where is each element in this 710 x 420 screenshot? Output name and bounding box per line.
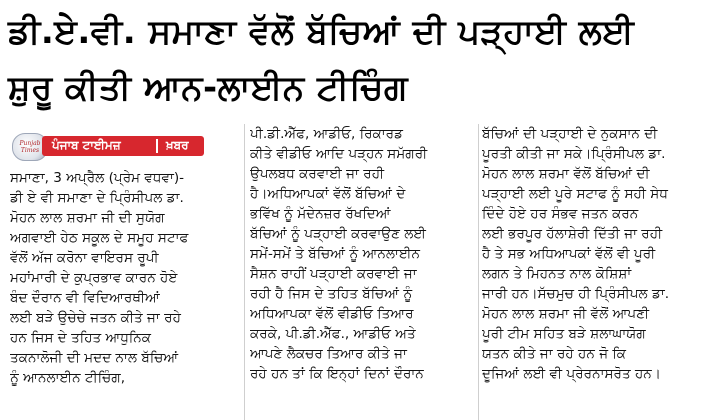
column-2-line: ਆਪਣੇ ਲੈਕਚਰ ਤਿਆਰ ਕੀਤੇ ਜਾ (250, 346, 407, 362)
article-column-3 (482, 124, 704, 420)
column-1-line: ਅਗਵਾਈ ਹੇਠ ਸਕੂਲ ਦੇ ਸਮੂਹ ਸਟਾਫ (10, 230, 189, 246)
column-3-line: ਪੜ੍ਹਾਈ ਲਈ ਪੂਰੇ ਸਟਾਫ ਨੂੰ ਸਹੀ ਸੇਧ (482, 186, 668, 202)
column-3-line: ਦਿੰਦੇ ਹੋਏ ਹਰ ਸੰਭਵ ਜਤਨ ਕਰਨ (482, 206, 639, 222)
column-2-line: ਸੈਸ਼ਨ ਰਾਹੀਂ ਪੜ੍ਹਾਈ ਕਰਵਾਈ ਜਾ (250, 266, 417, 282)
logo-text: Punjab Times (19, 140, 41, 154)
column-3-line: ਯਤਨ ਕੀਤੇ ਜਾ ਰਹੇ ਹਨ ਜੋ ਕਿ (482, 346, 627, 362)
column-1-line: ਵੱਲੋਂ ਅੱਜ ਕਰੋਨਾ ਵਾਇਰਸ ਰੂਪੀ (10, 250, 159, 266)
article-column-1 (10, 168, 238, 420)
dateline: ਸਮਾਣਾ, 3 ਅਪ੍ਰੈਲ (ਪ੍ਰੇਮ ਵਧਵਾ)- (10, 170, 185, 186)
column-2-line: ਹੈ।ਅਧਿਆਪਕਾਂ ਵੱਲੋਂ ਬੱਚਿਆਂ ਦੇ (250, 186, 406, 202)
column-1-line: ਨੂੰ ਆਨਲਾਈਨ ਟੀਚਿੰਗ, (10, 370, 126, 386)
article-column-2 (250, 124, 474, 420)
column-3-line: ਲਈ ਭਰਪੂਰ ਹੱਲਾਸ਼ੇਰੀ ਦਿੱਤੀ ਜਾ ਰਹੀ (482, 226, 663, 242)
headline-line-1: ਡੀ.ਏ.ਵੀ. ਸਮਾਣਾ ਵੱਲੋਂ ਬੱਚਿਆਂ ਦੀ ਪੜ੍ਹਾਈ ਲਈ (8, 12, 635, 52)
column-divider (244, 124, 245, 420)
column-2-line: ਰਹੇ ਹਨ ਤਾਂ ਕਿ ਇਨ੍ਹਾਂ ਦਿਨਾਂ ਦੌਰਾਨ (250, 366, 424, 382)
column-3-line: ਲਗਨ ਤੇ ਮਿਹਨਤ ਨਾਲ ਕੋਸ਼ਿਸ਼ਾਂ (482, 266, 632, 282)
brand-name: ਪੰਜਾਬ ਟਾਈਮਜ਼ (52, 138, 121, 152)
column-divider (478, 124, 479, 420)
column-1-line: ਲਈ ਬੜੇ ਉਚੇਚੇ ਜਤਨ ਕੀਤੇ ਜਾ ਰਹੇ (10, 310, 181, 326)
column-3-line: ਮੋਹਨ ਲਾਲ ਸ਼ਰਮਾ ਜੀ ਵੱਲੋਂ ਆਪਣੀ (482, 306, 650, 322)
column-1-line: ਡੀ ਏ ਵੀ ਸਮਾਣਾ ਦੇ ਪ੍ਰਿੰਸੀਪਲ ਡਾ. (10, 190, 184, 206)
column-2-line: ਅਧਿਆਪਕਾ ਵੱਲੋਂ ਵੀਡੀਓ ਤਿਆਰ (250, 306, 414, 322)
column-1-line: ਮੋਹਨ ਲਾਲ ਸ਼ਰਮਾ ਜੀ ਦੀ ਸੁਯੋਗ (10, 210, 165, 226)
column-2-line: ਸਮੇਂ-ਸਮੇਂ ਤੇ ਬੱਚਿਆਂ ਨੂੰ ਆਨਲਾਈਨ (250, 246, 421, 262)
column-2-line: ਪੀ.ਡੀ.ਐੱਫ, ਆਡੀਓ, ਰਿਕਾਰਡ (250, 126, 403, 142)
column-2-line: ਕੀਤੇ ਵੀਡੀਓ ਆਦਿ ਪੜ੍ਹਨ ਸਮੱਗਰੀ (250, 146, 428, 162)
column-1-line: ਹਨ ਜਿਸ ਦੇ ਤਹਿਤ ਆਧੁਨਿਕ (10, 330, 152, 346)
column-2-line: ਰਹੀ ਹੈ ਜਿਸ ਦੇ ਤਹਿਤ ਬੱਚਿਆਂ ਨੂੰ (250, 286, 413, 302)
column-3-line: ਬੱਚਿਆਂ ਦੀ ਪੜ੍ਹਾਈ ਦੇ ਨੁਕਸਾਨ ਦੀ (482, 126, 658, 142)
column-2-line: ਕਰਕੇ, ਪੀ.ਡੀ.ਐੱਫ., ਆਡੀਓ ਅਤੇ (250, 326, 416, 342)
column-3-line: ਦੂਜਿਆਂ ਲਈ ਵੀ ਪ੍ਰੇਰਨਾਸਰੋਤ ਹਨ। (482, 366, 661, 382)
headline-line-2: ਸ਼ੁਰੂ ਕੀਤੀ ਆਨ-ਲਾਈਨ ਟੀਚਿੰਗ (8, 68, 409, 108)
previous-article-strip (0, 0, 710, 8)
column-3-line: ਮੋਹਨ ਲਾਲ ਸ਼ਰਮਾ ਵੱਲੋਂ ਬੱਚਿਆਂ ਦੀ (482, 166, 650, 182)
column-2-line: ਭਵਿੱਖ ਨੂੰ ਮੱਦੇਨਜ਼ਰ ਰੱਖਦਿਆਂ (250, 206, 391, 222)
column-3-line: ਪੂਰਤੀ ਕੀਤੀ ਜਾ ਸਕੇ।ਪ੍ਰਿੰਸੀਪਲ ਡਾ. (482, 146, 666, 162)
brand-bar (8, 133, 242, 160)
column-1-line: ਬੰਦ ਦੌਰਾਨ ਵੀ ਵਿਦਿਆਰਥੀਆਂ (10, 290, 160, 306)
column-3-line: ਪੂਰੀ ਟੀਮ ਸਹਿਤ ਬੜੇ ਸ਼ਲਾਘਾਯੋਗ (482, 326, 646, 342)
column-1-line: ਮਹਾਂਮਾਰੀ ਦੇ ਕੁਪ੍ਰਭਾਵ ਕਾਰਨ ਹੋਏ (10, 270, 178, 286)
column-1-line: ਤਕਨਾਲੋਜੀ ਦੀ ਮਦਦ ਨਾਲ ਬੱਚਿਆਂ (10, 350, 179, 366)
brand-separator (156, 139, 158, 153)
column-3-line: ਜਾਰੀ ਹਨ।ਸੱਚਮੁਚ ਹੀ ਪ੍ਰਿੰਸੀਪਲ ਡਾ. (482, 286, 670, 302)
brand-pill (42, 136, 204, 156)
column-2-line: ਉਪਲਬਧ ਕਰਵਾਈ ਜਾ ਰਹੀ (250, 166, 385, 182)
column-2-line: ਬੱਚਿਆਂ ਨੂੰ ਪੜ੍ਹਾਈ ਕਰਵਾਉਣ ਲਈ (250, 226, 427, 242)
column-3-line: ਹੈ ਤੇ ਸਭ ਅਧਿਆਪਕਾਂ ਵੱਲੋਂ ਵੀ ਪੂਰੀ (482, 246, 656, 262)
brand-tag: ਖ਼ਬਰ (166, 138, 189, 152)
